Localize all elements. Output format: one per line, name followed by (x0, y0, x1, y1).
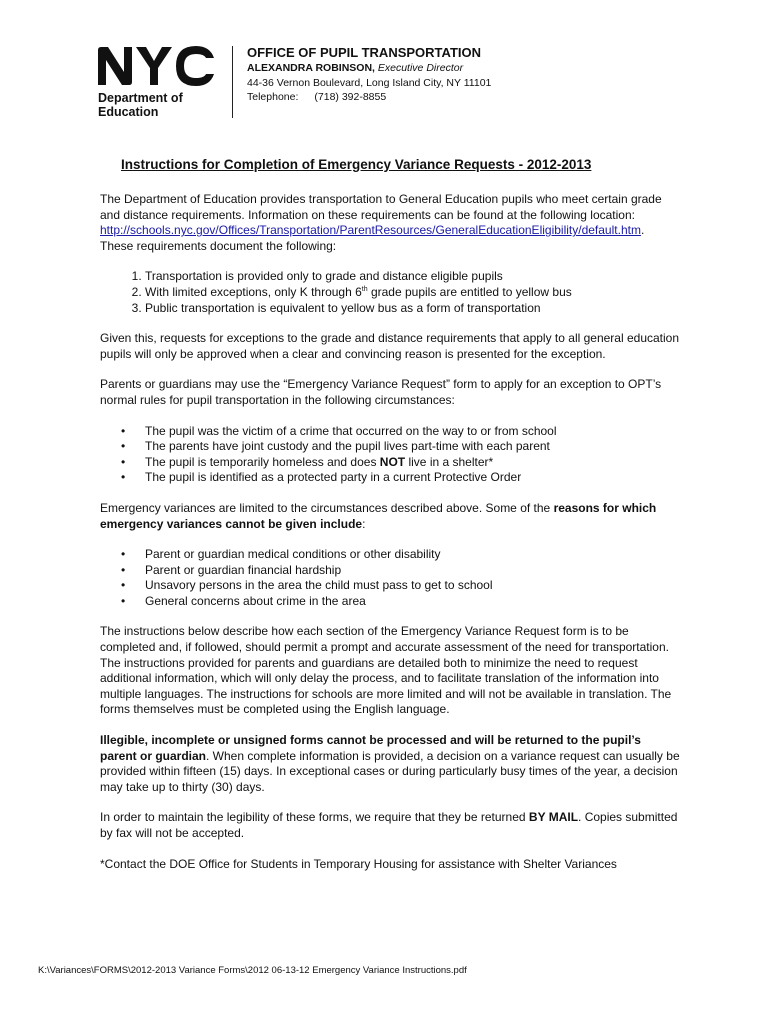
logo-line-department: Department of (98, 91, 183, 105)
illegible-paragraph (100, 733, 680, 795)
mail-post: . Copies submitted by fax will not be accepted. (100, 810, 678, 840)
limited-bold: reasons for which emergency variances cannot be given include (100, 500, 657, 531)
mail-bold: BY MAIL (528, 810, 579, 825)
svg-text:NYC: NYC (96, 44, 99, 45)
list-item: • Parent or guardian medical conditions or other disability (145, 547, 680, 563)
req2-pre: With limited exceptions, only K through 6 (145, 284, 362, 299)
contact-note: *Contact the DOE Office for Students in Temporary Housing for assistance with Shelter Variances (100, 856, 617, 871)
nyc-wordmark-icon (96, 44, 218, 88)
limited-post: : (362, 516, 366, 531)
logo-line-education: Education (98, 105, 159, 119)
circ3-pre: The pupil is temporarily homeless and does (145, 454, 380, 469)
director-name: ALEXANDRA ROBINSON, (247, 62, 375, 74)
mail-pre: In order to maintain the legibility of these forms, we require that they be returned (100, 810, 529, 825)
telephone-number: (718) 392-8855 (314, 91, 387, 103)
req2-post: grade pupils are entitled to yellow bus (367, 284, 572, 299)
header-divider (232, 46, 233, 118)
nyc-doe-logo (96, 44, 221, 120)
mail-paragraph (100, 810, 680, 841)
file-path-footer: K:\Variances\FORMS\2012-2013 Variance Forms\2012 06-13-12 Emergency Variance Instructions.pdf (38, 965, 467, 976)
eligibility-link[interactable]: http://schools.nyc.gov/Offices/Transportation/ParentResources/GeneralEducationEligibility/default.htm (100, 223, 641, 238)
reasons-list (127, 547, 680, 609)
list-item: • The pupil is identified as a protected party in a current Protective Order (145, 470, 680, 486)
illegible-rest: . When complete information is provided, a decision on a variance request can usually be provided within fifteen (15) days. In exceptional cases or during particularly busy times of the year, a decision may take up to thirty (30) days. (100, 748, 680, 794)
intro-text: The Department of Education provides transportation to General Education pupils who meet certain grade and distance requirements. Information on these requirements can be found at the following location: (100, 192, 662, 222)
given-paragraph: Given this, requests for exceptions to the grade and distance requirements that apply to all general education pupils will only be approved when a clear and convincing reason is presented for the exception. (100, 331, 680, 361)
list-item: 1. Transportation is provided only to grade and distance eligible pupils (145, 269, 680, 285)
req2-sup: th (361, 285, 368, 293)
letterhead (247, 45, 491, 105)
instructions-paragraph: The instructions below describe how each section of the Emergency Variance Request form is to be completed and, if followed, should permit a prompt and accurate assessment of the need for transportation. The instructions provided for parents and guardians are detailed both to minimize the need to request additional information, which will only delay the process, and to facilitate translation of the information into multiple languages. The instructions for schools are more limited and will not be available in translation. The forms themselves must be completed using the English language. (100, 624, 672, 717)
list-item (145, 455, 680, 471)
link-period: . (640, 223, 645, 238)
circ3-post: live in a shelter* (405, 454, 494, 469)
office-name: OFFICE OF PUPIL TRANSPORTATION (247, 45, 481, 60)
director-title: Executive Director (377, 62, 464, 74)
list-item: • The pupil was the victim of a crime that occurred on the way to or from school (145, 424, 680, 440)
list-item: • Unsavory persons in the area the child must pass to get to school (145, 578, 680, 594)
circ3-bold: NOT (379, 454, 406, 469)
list-item: • The parents have joint custody and the pupil lives part-time with each parent (145, 439, 680, 455)
illegible-bold: Illegible, incomplete or unsigned forms cannot be processed and will be returned to the pupil’s parent or guardian (100, 733, 641, 763)
list-item (145, 285, 680, 301)
list-item: • General concerns about crime in the area (145, 594, 680, 610)
office-address: 44-36 Vernon Boulevard, Long Island City, NY 11101 (247, 76, 492, 89)
telephone-label: Telephone: (247, 91, 299, 103)
circumstances-list (127, 424, 680, 486)
requirements-list (127, 269, 680, 316)
logo-department-text (98, 91, 183, 119)
document-body (100, 192, 680, 887)
parents-paragraph: Parents or guardians may use the “Emergency Variance Request” form to apply for an exception to OPT’s normal rules for pupil transportation in the following circumstances: (100, 377, 662, 407)
document-title: Instructions for Completion of Emergency Variance Requests - 2012-2013 (121, 157, 592, 172)
intro-after: These requirements document the following: (100, 238, 337, 253)
list-item: • Parent or guardian financial hardship (145, 563, 680, 579)
list-item: 3. Public transportation is equivalent to yellow bus as a form of transportation (145, 301, 680, 317)
limited-paragraph (100, 501, 680, 532)
limited-pre: Emergency variances are limited to the circumstances described above. Some of the (100, 500, 554, 515)
intro-paragraph (100, 192, 680, 254)
telephone-line (247, 90, 491, 105)
director-line (247, 61, 491, 76)
